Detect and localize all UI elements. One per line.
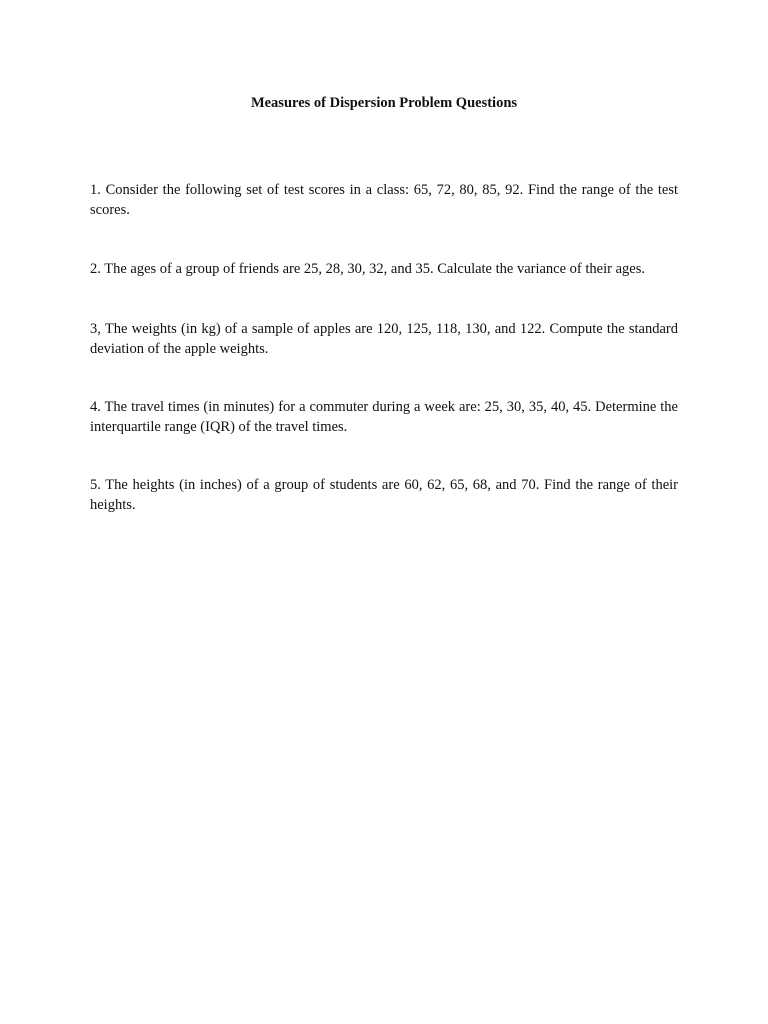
page-title: Measures of Dispersion Problem Questions <box>250 95 518 111</box>
question-5: 5. The heights (in inches) of a group of students are 60, 62, 65, 68, and 70. Find the range of their heights. <box>90 477 678 513</box>
question-1: 1. Consider the following set of test scores in a class: 65, 72, 80, 85, 92. Find the range of the test scores. <box>90 182 678 218</box>
question-2: 2. The ages of a group of friends are 25, 28, 30, 32, and 35. Calculate the variance of their ages. <box>90 261 645 277</box>
question-3: 3, The weights (in kg) of a sample of apples are 120, 125, 118, 130, and 122. Compute the standard deviation of the apple weights. <box>90 321 678 357</box>
question-4: 4. The travel times (in minutes) for a commuter during a week are: 25, 30, 35, 40, 45. Determine the interquartile range (IQR) of the travel times. <box>90 399 678 435</box>
